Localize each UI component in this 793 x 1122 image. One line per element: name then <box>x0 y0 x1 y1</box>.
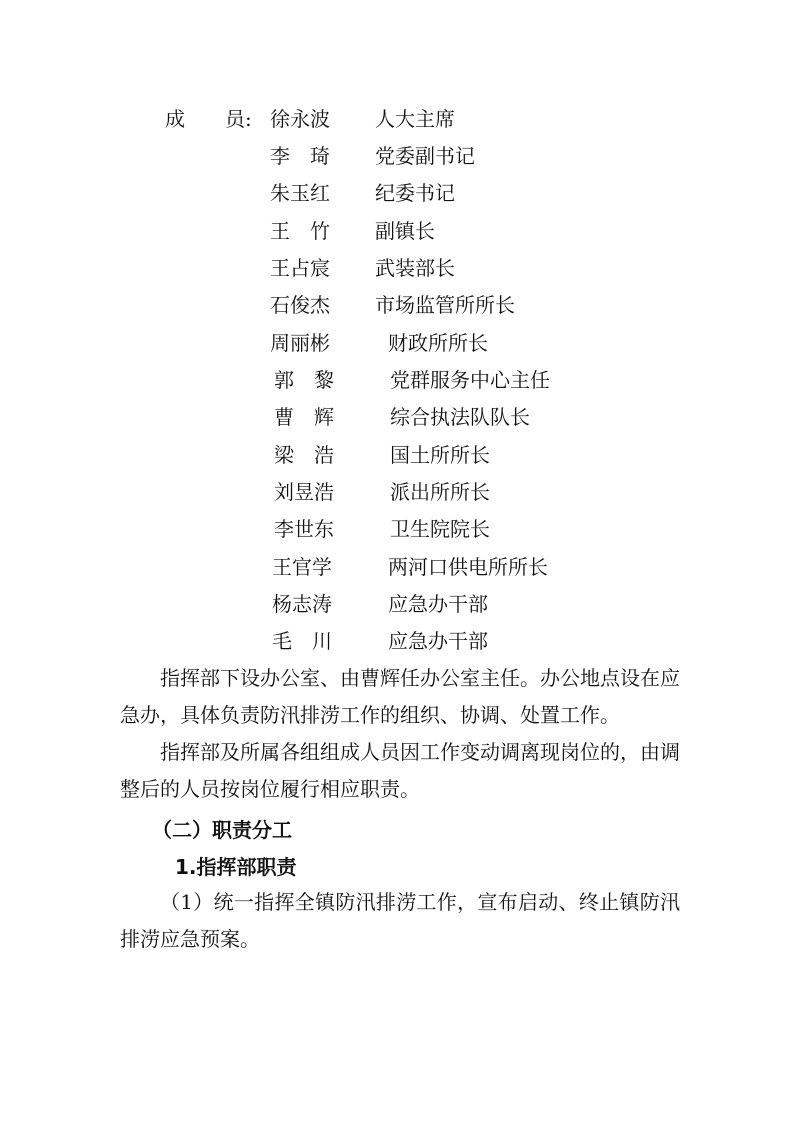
member-role: 武装部长 <box>375 256 455 280</box>
member-row <box>0 141 793 171</box>
member-row <box>0 440 793 470</box>
duty-item-1: （1）统一指挥全镇防汛排涝工作，宣布启动、终止镇防汛排涝应急预案。 <box>120 890 680 951</box>
member-name: 王官学 <box>272 555 332 579</box>
member-name: 郭 黎 <box>274 368 334 392</box>
member-name: 王 竹 <box>270 219 330 243</box>
member-role: 应急办干部 <box>388 592 488 616</box>
member-name: 王占宸 <box>270 256 330 280</box>
member-role: 党委副书记 <box>375 144 475 168</box>
member-name: 朱玉红 <box>270 181 330 205</box>
member-name: 曹 辉 <box>274 405 334 429</box>
member-name: 刘昱浩 <box>274 480 334 504</box>
member-role: 党群服务中心主任 <box>390 368 550 392</box>
member-row <box>0 589 793 619</box>
member-row <box>0 290 793 320</box>
section-heading: （二）职责分工 <box>152 818 292 842</box>
section-subheading: 1.指挥部职责 <box>175 855 297 879</box>
members-label: 成 员: <box>165 107 252 131</box>
member-row <box>0 626 793 656</box>
member-row <box>0 328 793 358</box>
member-role: 派出所所长 <box>390 480 490 504</box>
member-row <box>0 402 793 432</box>
member-role: 副镇长 <box>375 219 435 243</box>
member-name: 李 琦 <box>270 144 330 168</box>
member-row <box>0 253 793 283</box>
member-name: 杨志涛 <box>272 592 332 616</box>
member-role: 两河口供电所所长 <box>388 555 548 579</box>
office-paragraph: 指挥部下设办公室、由曹辉任办公室主任。办公地点设在应急办，具体负责防汛排涝工作的组织、协调、处置工作。 <box>120 666 680 727</box>
member-name: 周丽彬 <box>270 331 330 355</box>
member-role: 应急办干部 <box>388 629 488 653</box>
member-role: 人大主席 <box>375 107 455 131</box>
member-role: 卫生院院长 <box>390 517 490 541</box>
member-name: 石俊杰 <box>270 293 330 317</box>
member-row <box>0 216 793 246</box>
member-role: 财政所所长 <box>388 331 488 355</box>
member-row <box>0 477 793 507</box>
member-name: 李世东 <box>274 517 334 541</box>
member-name: 毛 川 <box>272 629 332 653</box>
personnel-change-paragraph: 指挥部及所属各组组成人员因工作变动调离现岗位的，由调整后的人员按岗位履行相应职责。 <box>120 740 680 801</box>
member-role: 市场监管所所长 <box>375 293 515 317</box>
member-name: 徐永波 <box>270 107 330 131</box>
member-name: 梁 浩 <box>274 443 334 467</box>
member-row <box>0 365 793 395</box>
member-row <box>0 178 793 208</box>
member-role: 纪委书记 <box>375 181 455 205</box>
member-role: 综合执法队队长 <box>390 405 530 429</box>
member-role: 国土所所长 <box>390 443 490 467</box>
member-row <box>0 552 793 582</box>
member-row <box>0 514 793 544</box>
member-row <box>0 104 793 134</box>
